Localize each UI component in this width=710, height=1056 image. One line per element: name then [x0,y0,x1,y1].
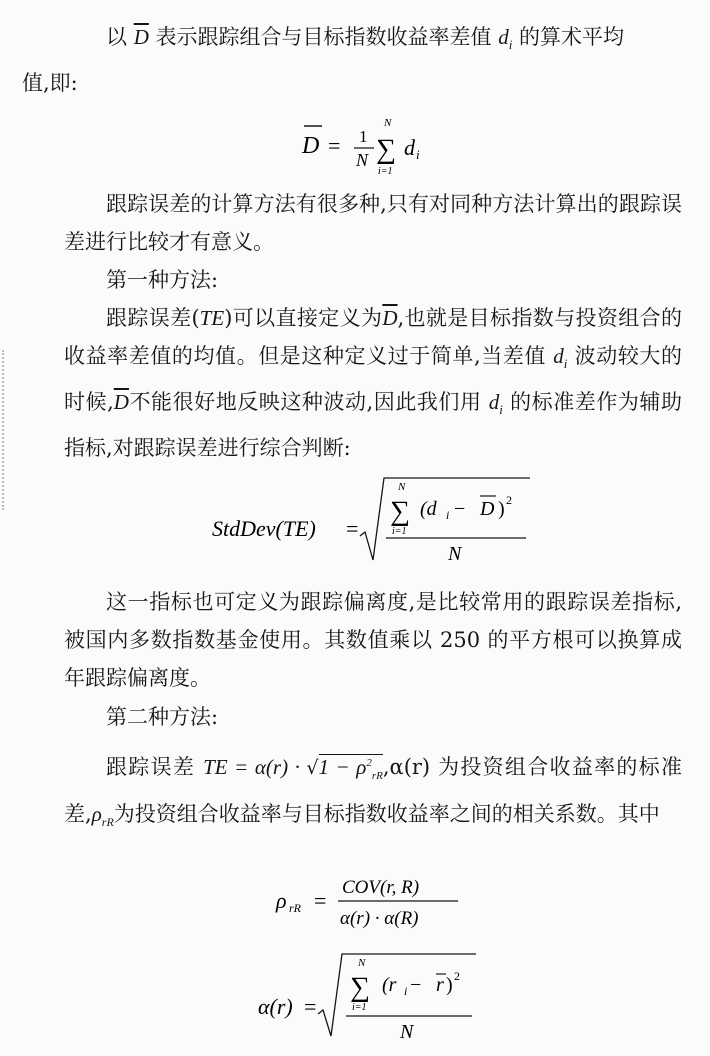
eq-std-term-sub: i [446,508,450,522]
equation-alpha [254,944,494,1044]
eq-alpha-sum-top: N [358,957,366,969]
eq-alpha-close: ) [446,974,453,996]
paragraph-methods-intro: 跟踪误差的计算方法有很多种,只有对同种方法计算出的跟踪误差进行比较才有意义。 [64,192,682,254]
eq-std-den: N [448,543,462,565]
eq-std-sum: ∑ [390,496,410,527]
eq-alpha-minus: − [410,974,422,996]
eq-mean-term-sub: i [416,147,420,162]
eq-std-pow: 2 [506,493,512,507]
scan-margin-mark [2,350,7,510]
eq-std-dbar: D [480,498,495,520]
eq-rho-lhs: ρ [276,888,287,913]
eq-std-minus: − [454,498,466,520]
eq-std-lhs: StdDev(TE) [212,516,316,541]
eq-rho-num: COV(r, R) [342,877,420,898]
eq-alpha-lhs: α(r) [258,994,293,1019]
paragraph-tracking-deviation: 这一指标也可定义为跟踪偏离度,是比较常用的跟踪误差指标,被国内多数指数基金使用。其数值乘以 250 的平方根可以换算成年跟踪偏离度。 [64,590,682,690]
eq-std-equals: = [346,516,359,541]
eq-alpha-sum-bot: i=1 [352,1002,367,1013]
paragraph-first-method: 跟踪误差(TE)可以直接定义为$\overline{D}$,也就是目标指数与投资组合的收益率差值的均值。但是这种定义过于简单,当差值 $d_i$ 波动较大的时候$,\overline{D}$不能很好地反映这种波动,因此我们用 $d_i$ 的标准差作为辅助指标,对跟踪误差进行综合判断: [64,306,682,461]
eq-alpha-sum: ∑ [350,972,370,1003]
eq-mean-den: N [356,150,369,170]
eq-mean-equals: = [328,133,341,158]
eq-alpha-term-sub: i [404,984,408,998]
eq-mean-term: d [404,135,415,160]
eq-mean-sum: ∑ [376,134,396,165]
equation-stddev [208,470,538,570]
eq-mean-sum-bot: i=1 [378,166,393,177]
eq-std-sum-top: N [398,481,406,493]
heading-first-method: 第一种方法: [106,268,219,292]
eq-std-close: ) [498,498,505,520]
eq-rho-den: α(r) · α(R) [340,908,419,929]
eq-alpha-equals: = [304,994,317,1019]
eq-std-term: (d [420,498,437,520]
equation-mean [290,108,460,188]
eq-alpha-pow: 2 [454,969,460,983]
eq-alpha-den: N [400,1021,414,1043]
equation-correlation [272,866,472,936]
para5-radical: $1 - \rho^2_{rR}$ [318,755,383,783]
heading-second-method: 第二种方法: [106,705,219,729]
eq-mean-sum-top: N [384,117,392,129]
eq-rho-equals: = [314,888,327,913]
paragraph-definition: 以 $\overline{D}$ 表示跟踪组合与目标指数收益率差值 $d_i$ 的算术平均 值,即: [22,25,625,96]
eq-alpha-rbar: r [436,974,444,996]
paragraph-second-method: 跟踪误差 TE = $\alpha(r) \cdot √1 - \rho^2_{rR},\alpha(r)$ 为投资组合收益率的标准差$,\rho_{rR}$为投资组合收益率与目标指数收益率之间的相关系数。其中 [64,755,682,830]
d-bar-symbol: $\overline{D}$ [133,25,149,49]
eq-alpha-term: (r [382,974,397,996]
eq-mean-num: 1 [359,127,368,146]
eq-std-sum-bot: i=1 [392,526,407,537]
eq-rho-lhs-sub: rR [289,901,301,915]
eq-mean-lhs: D [302,133,320,159]
